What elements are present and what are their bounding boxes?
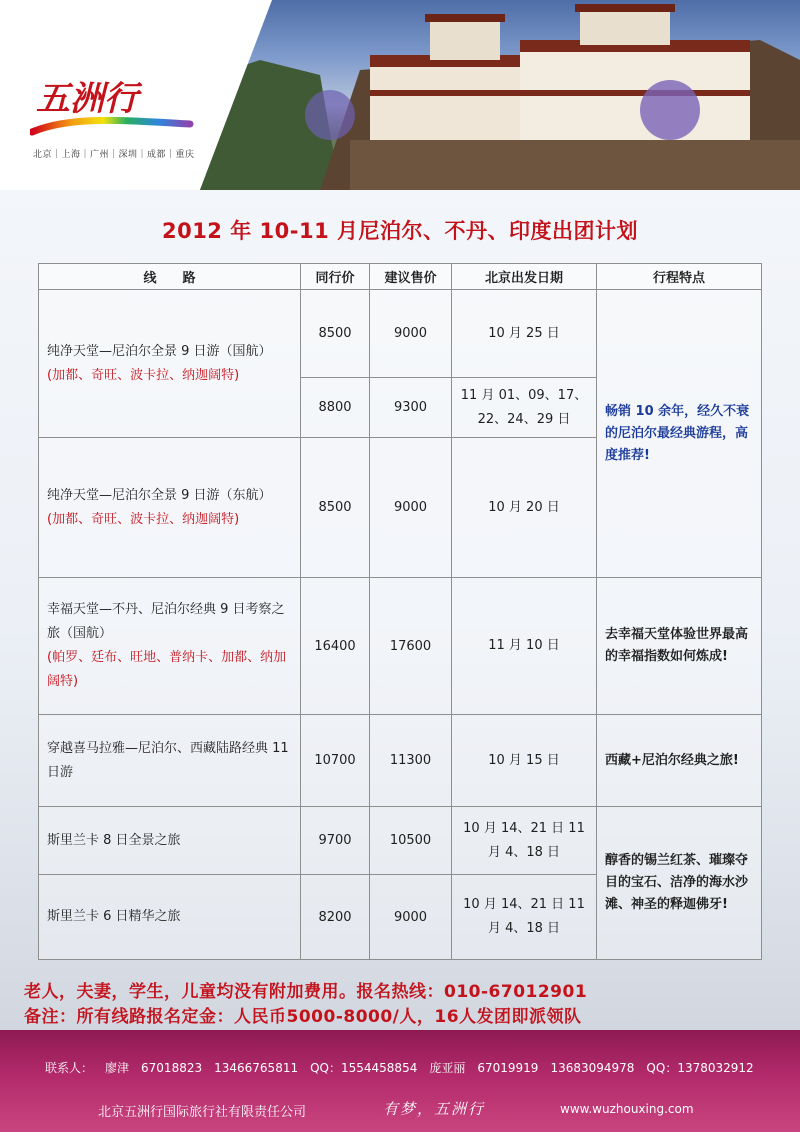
- footer: [0, 1030, 800, 1132]
- table-row: [39, 578, 762, 715]
- table-row: [39, 290, 762, 378]
- table-row: [39, 807, 762, 875]
- contact2-phone: 67019919: [477, 1061, 539, 1075]
- table-header-row: [39, 264, 762, 290]
- contact2-mobile: 13683094978: [550, 1061, 635, 1075]
- contact2-name: 庞亚丽: [429, 1061, 466, 1075]
- retail-price: 9300: [370, 378, 452, 438]
- header-departure-date: 北京出发日期: [452, 264, 597, 290]
- peer-price: 8200: [301, 875, 370, 960]
- contact-label: 联系人：: [45, 1061, 94, 1075]
- brand-logo: [30, 72, 200, 142]
- tour-schedule-table: [38, 263, 762, 960]
- route-stops: (加都、奇旺、波卡拉、纳迦阔特): [47, 511, 240, 527]
- contact1-name: 廖津: [105, 1061, 130, 1075]
- departure-date: 10 月 14、21 日 11 月 4、18 日: [452, 875, 597, 960]
- page-title: 2012 年 10-11 月尼泊尔、不丹、印度出团计划: [161, 219, 639, 243]
- departure-date: 11 月 10 日: [452, 578, 597, 715]
- logo-area: [0, 0, 200, 190]
- temple-photo: [200, 0, 800, 190]
- route-cell: [39, 715, 301, 807]
- route-name: 穿越喜马拉雅—尼泊尔、西藏陆路经典 11 日游: [47, 740, 289, 780]
- peer-price: 16400: [301, 578, 370, 715]
- brand-text: 五洲行: [36, 79, 138, 119]
- departure-date: 10 月 25 日: [452, 290, 597, 378]
- company-name: 北京五洲行国际旅行社有限责任公司: [98, 1105, 307, 1120]
- retail-price: 11300: [370, 715, 452, 807]
- route-name: 纯净天堂—尼泊尔全景 9 日游（东航）: [47, 487, 272, 503]
- retail-price: 10500: [370, 807, 452, 875]
- free-surcharge-note: 老人，夫妻，学生，儿童均没有附加费用。报名热线：010-67012901: [24, 982, 588, 1002]
- website-link[interactable]: www.wuzhouxing.com: [560, 1102, 694, 1116]
- feature-nepal: 畅销 10 余年，经久不衰的尼泊尔最经典游程，高度推荐!: [597, 290, 762, 578]
- retail-price: 9000: [370, 438, 452, 578]
- departure-date: 10 月 14、21 日 11 月 4、18 日: [452, 807, 597, 875]
- feature-tibet: 西藏+尼泊尔经典之旅!: [597, 715, 762, 807]
- route-cell: [39, 807, 301, 875]
- route-cell: [39, 875, 301, 960]
- route-stops: (加都、奇旺、波卡拉、纳迦阔特): [47, 367, 240, 383]
- route-stops: (帕罗、廷布、旺地、普纳卡、加都、纳加阔特): [47, 650, 287, 689]
- feature-srilanka: 醇香的锡兰红茶、璀璨夺目的宝石、洁净的海水沙滩、神圣的释迦佛牙!: [597, 807, 762, 960]
- header-features: 行程特点: [597, 264, 762, 290]
- route-cell: [39, 438, 301, 578]
- deposit-note: 备注：所有线路报名定金：人民币5000-8000/人，16人发团即派领队: [24, 1007, 582, 1027]
- retail-price: 17600: [370, 578, 452, 715]
- contact1-mobile: 13466765811: [214, 1061, 299, 1075]
- retail-price: 9000: [370, 875, 452, 960]
- peer-price: 8500: [301, 290, 370, 378]
- departure-date: 10 月 20 日: [452, 438, 597, 578]
- route-cell: [39, 578, 301, 715]
- contact-line: [45, 1059, 766, 1076]
- contact1-phone: 67018823: [141, 1061, 203, 1075]
- city-list: 北京｜上海｜广州｜深圳｜成都｜重庆: [33, 150, 195, 160]
- feature-bhutan: 去幸福天堂体验世界最高的幸福指数如何炼成!: [597, 578, 762, 715]
- peer-price: 10700: [301, 715, 370, 807]
- route-name: 幸福天堂—不丹、尼泊尔经典 9 日考察之旅（国航）: [47, 602, 285, 641]
- retail-price: 9000: [370, 290, 452, 378]
- route-cell: [39, 290, 301, 438]
- slogan: 有梦，五洲行: [383, 1100, 486, 1118]
- departure-date: 10 月 15 日: [452, 715, 597, 807]
- departure-date: 11 月 01、09、17、22、24、29 日: [452, 378, 597, 438]
- contact2-qq: QQ：1378032912: [646, 1061, 754, 1075]
- header: [0, 0, 800, 190]
- header-peer-price: 同行价: [301, 264, 370, 290]
- route-name: 斯里兰卡 6 日精华之旅: [47, 909, 181, 924]
- header-route: 线 路: [39, 264, 301, 290]
- peer-price: 8800: [301, 378, 370, 438]
- route-name: 纯净天堂—尼泊尔全景 9 日游（国航）: [47, 343, 272, 359]
- temple-illustration: [200, 0, 800, 190]
- contact1-qq: QQ：1554458854: [310, 1061, 418, 1075]
- peer-price: 9700: [301, 807, 370, 875]
- peer-price: 8500: [301, 438, 370, 578]
- header-retail-price: 建议售价: [370, 264, 452, 290]
- table-row: [39, 715, 762, 807]
- route-name: 斯里兰卡 8 日全景之旅: [47, 832, 181, 848]
